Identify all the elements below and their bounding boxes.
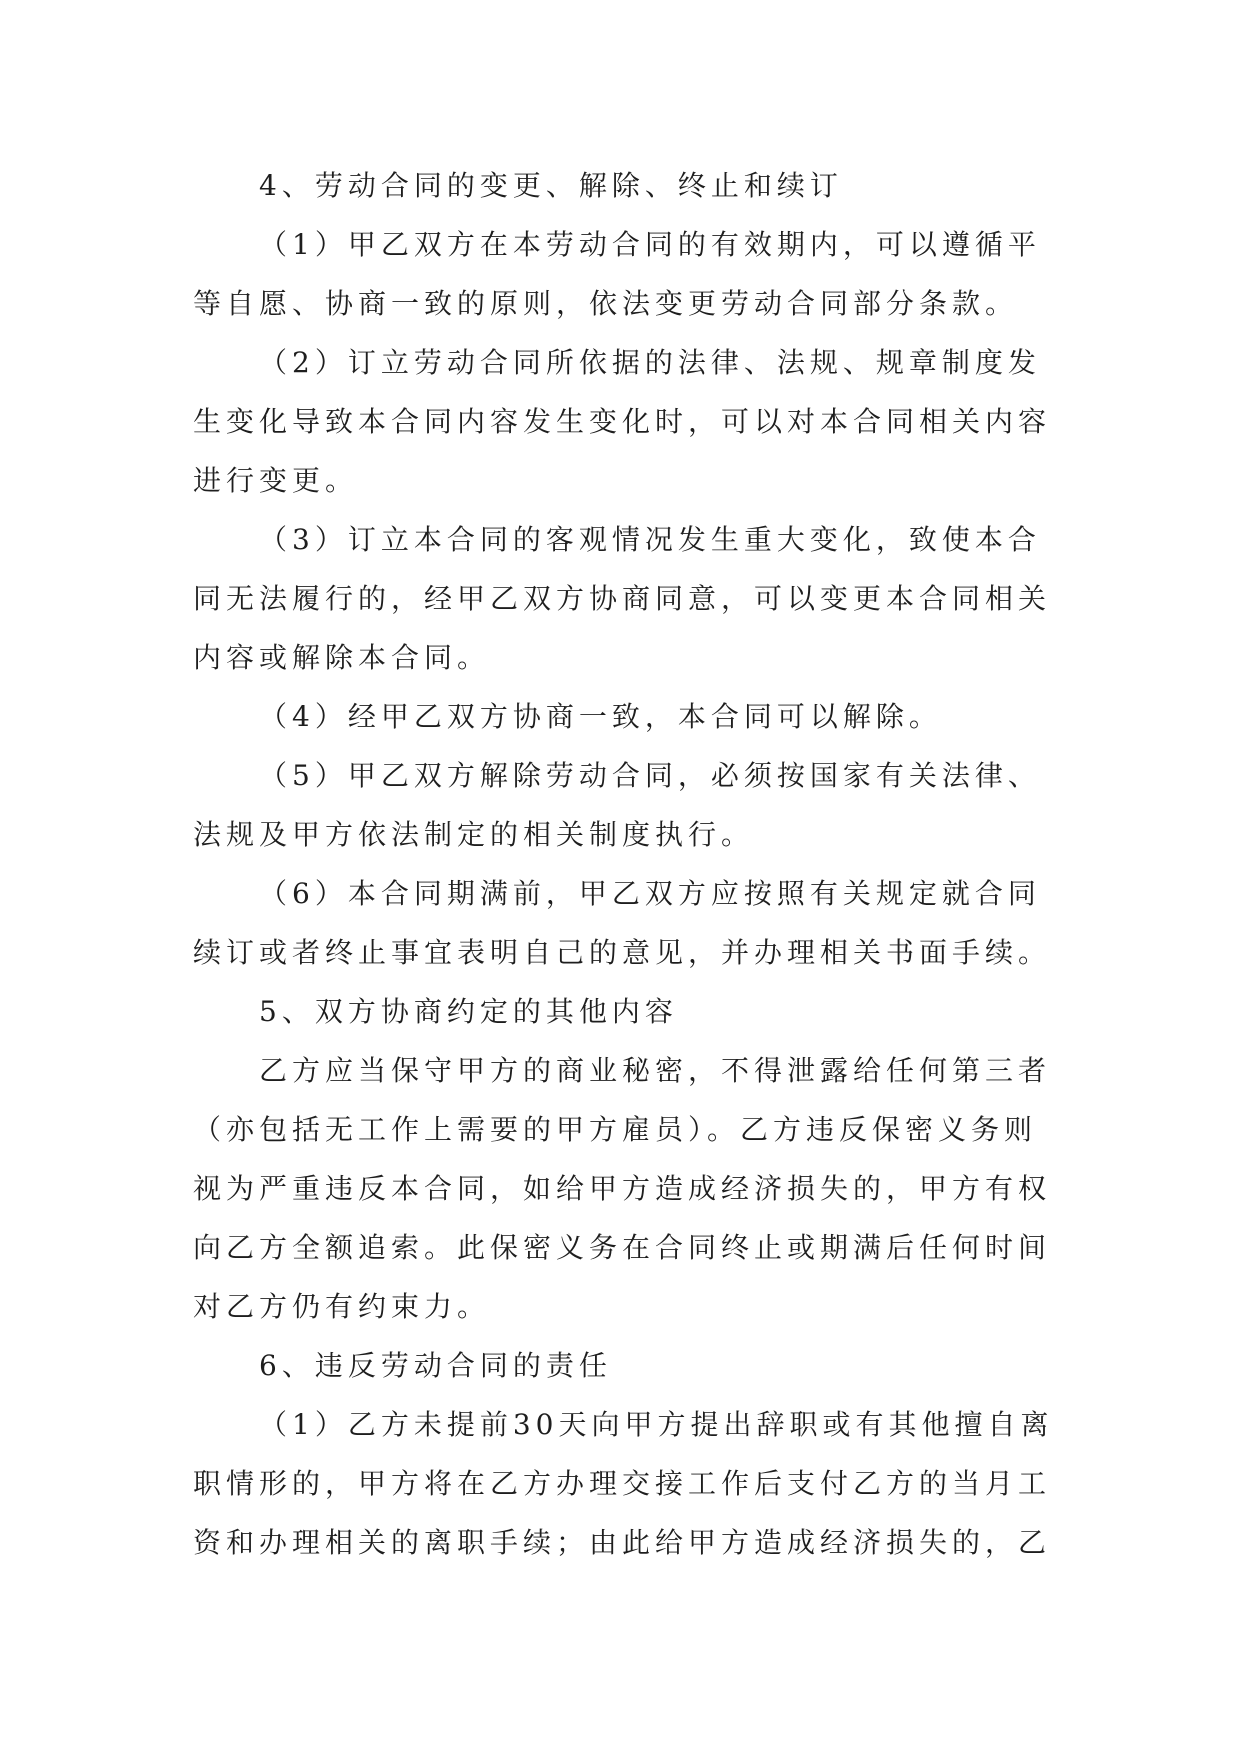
text-line: 进行变更。 [193, 464, 359, 497]
text-line: 同无法履行的，经甲乙双方协商同意，可以变更本合同相关 [193, 582, 1052, 615]
clause-4-3 [193, 510, 1153, 687]
section-heading-6 [193, 1336, 1153, 1395]
clause-4-1 [193, 215, 1153, 333]
text-line: 内容或解除本合同。 [193, 641, 491, 674]
section-heading-4 [193, 156, 1153, 215]
text-line: 职情形的，甲方将在乙方办理交接工作后支付乙方的当月工 [193, 1467, 1052, 1500]
text-line: （亦包括无工作上需要的甲方雇员）。乙方违反保密义务则 [193, 1113, 1038, 1146]
clause-4-5 [193, 746, 1153, 864]
text-line: 生变化导致本合同内容发生变化时，可以对本合同相关内容 [193, 405, 1052, 438]
text-line: （1）甲乙双方在本劳动合同的有效期内，可以遵循平 [259, 228, 1041, 261]
text-line: 续订或者终止事宜表明自己的意见，并办理相关书面手续。 [193, 936, 1052, 969]
text-line: （5）甲乙双方解除劳动合同，必须按国家有关法律、 [259, 759, 1041, 792]
document-body [193, 156, 1153, 1572]
clause-6-1 [193, 1395, 1153, 1572]
clause-4-2 [193, 333, 1153, 510]
text-line: 向乙方全额追索。此保密义务在合同终止或期满后任何时间 [193, 1231, 1052, 1264]
text-line: 5、双方协商约定的其他内容 [259, 995, 678, 1028]
text-line: （6）本合同期满前，甲乙双方应按照有关规定就合同 [259, 877, 1041, 910]
text-line: 视为严重违反本合同，如给甲方造成经济损失的，甲方有权 [193, 1172, 1052, 1205]
text-line: （3）订立本合同的客观情况发生重大变化，致使本合 [259, 523, 1041, 556]
text-line: 对乙方仍有约束力。 [193, 1290, 491, 1323]
text-line: 法规及甲方依法制定的相关制度执行。 [193, 818, 755, 851]
text-line: 等自愿、协商一致的原则，依法变更劳动合同部分条款。 [193, 287, 1019, 320]
clause-5-confidentiality [193, 1041, 1153, 1336]
text-line: 资和办理相关的离职手续；由此给甲方造成经济损失的，乙 [193, 1526, 1052, 1559]
text-line: 4、劳动合同的变更、解除、终止和续订 [259, 169, 843, 202]
clause-4-6 [193, 864, 1153, 982]
section-heading-5 [193, 982, 1153, 1041]
text-line: 6、违反劳动合同的责任 [259, 1349, 612, 1382]
text-line: 乙方应当保守甲方的商业秘密，不得泄露给任何第三者 [259, 1054, 1052, 1087]
clause-4-4 [193, 687, 1153, 746]
text-line: （2）订立劳动合同所依据的法律、法规、规章制度发 [259, 346, 1041, 379]
text-line: （1）乙方未提前30天向甲方提出辞职或有其他擅自离 [259, 1408, 1054, 1441]
text-line: （4）经甲乙双方协商一致，本合同可以解除。 [259, 700, 942, 733]
